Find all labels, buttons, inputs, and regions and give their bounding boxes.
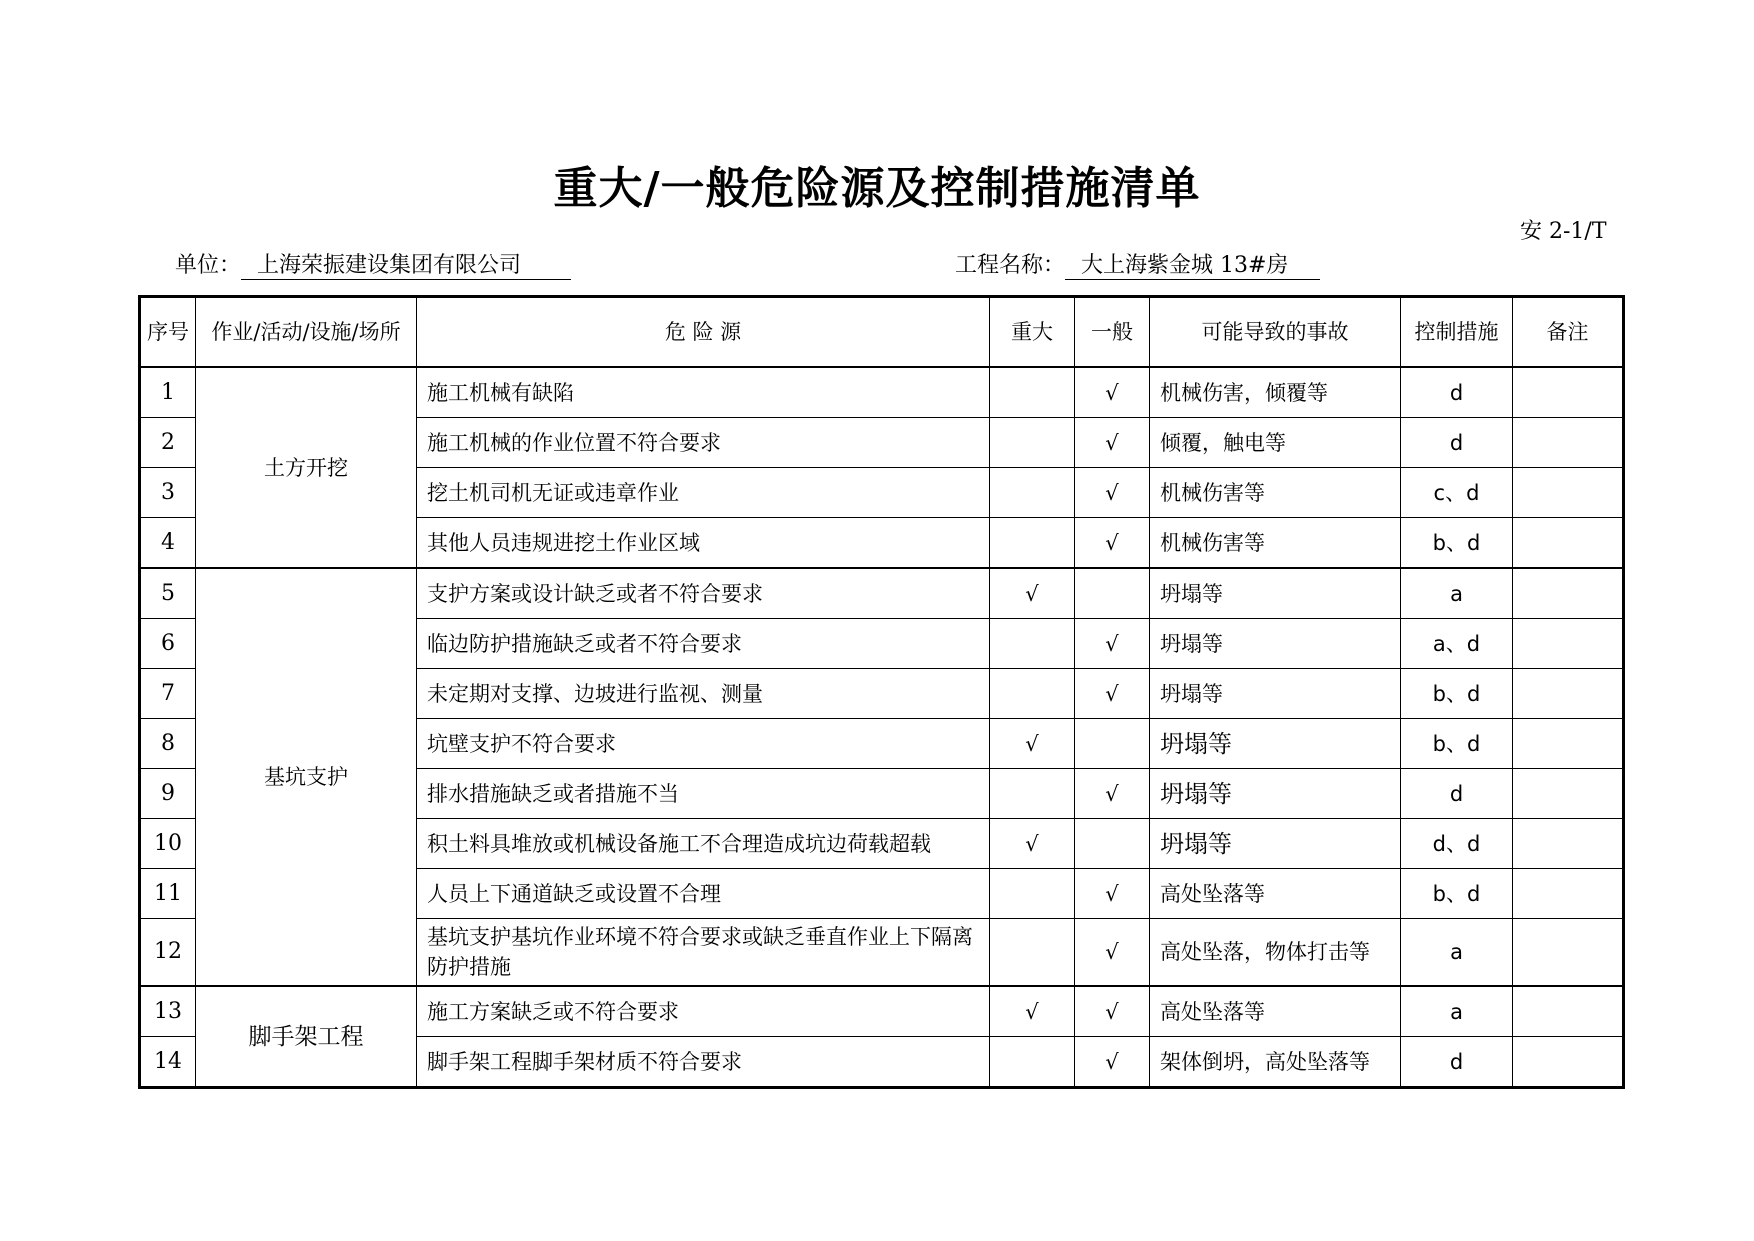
cell-general: √ xyxy=(1075,986,1150,1037)
header-accident: 可能导致的事故 xyxy=(1150,297,1401,368)
cell-general xyxy=(1075,568,1150,619)
cell-hazard: 挖土机司机无证或违章作业 xyxy=(417,468,990,518)
cell-accident: 坍塌等 xyxy=(1150,819,1401,869)
cell-seq: 2 xyxy=(140,418,196,468)
header-general: 一般 xyxy=(1075,297,1150,368)
cell-accident: 高处坠落等 xyxy=(1150,986,1401,1037)
cell-general: √ xyxy=(1075,619,1150,669)
cell-seq: 9 xyxy=(140,769,196,819)
cell-seq: 8 xyxy=(140,719,196,769)
unit-field xyxy=(175,248,571,280)
cell-control: d xyxy=(1401,367,1513,418)
header-major: 重大 xyxy=(990,297,1075,368)
cell-control: c、d xyxy=(1401,468,1513,518)
project-value: 大上海紫金城 13#房 xyxy=(1065,253,1320,280)
cell-major xyxy=(990,669,1075,719)
cell-major xyxy=(990,518,1075,569)
cell-control: b、d xyxy=(1401,869,1513,919)
document-code: 安 2-1/T xyxy=(1520,219,1607,244)
cell-accident: 高处坠落等 xyxy=(1150,869,1401,919)
header-activity: 作业/活动/设施/场所 xyxy=(196,297,417,368)
cell-general: √ xyxy=(1075,518,1150,569)
cell-seq: 11 xyxy=(140,869,196,919)
cell-control: b、d xyxy=(1401,719,1513,769)
table-row xyxy=(140,367,1624,418)
cell-control: b、d xyxy=(1401,669,1513,719)
cell-accident: 高处坠落，物体打击等 xyxy=(1150,919,1401,987)
cell-remark xyxy=(1513,367,1624,418)
cell-control: a、d xyxy=(1401,619,1513,669)
cell-major xyxy=(990,769,1075,819)
cell-seq: 7 xyxy=(140,669,196,719)
cell-major xyxy=(990,418,1075,468)
cell-remark xyxy=(1513,619,1624,669)
cell-remark xyxy=(1513,468,1624,518)
cell-control: d xyxy=(1401,769,1513,819)
project-label: 工程名称： xyxy=(955,253,1066,278)
cell-hazard: 未定期对支撑、边坡进行监视、测量 xyxy=(417,669,990,719)
cell-remark xyxy=(1513,919,1624,987)
cell-general: √ xyxy=(1075,869,1150,919)
cell-accident: 坍塌等 xyxy=(1150,769,1401,819)
table-row xyxy=(140,568,1624,619)
header-control: 控制措施 xyxy=(1401,297,1513,368)
cell-accident: 坍塌等 xyxy=(1150,568,1401,619)
cell-hazard: 施工方案缺乏或不符合要求 xyxy=(417,986,990,1037)
header-seq: 序号 xyxy=(140,297,196,368)
cell-major xyxy=(990,919,1075,987)
cell-major: √ xyxy=(990,568,1075,619)
cell-major xyxy=(990,1037,1075,1088)
cell-accident: 坍塌等 xyxy=(1150,619,1401,669)
cell-hazard: 施工机械的作业位置不符合要求 xyxy=(417,418,990,468)
cell-major xyxy=(990,619,1075,669)
cell-hazard: 施工机械有缺陷 xyxy=(417,367,990,418)
cell-accident: 机械伤害等 xyxy=(1150,468,1401,518)
cell-hazard: 排水措施缺乏或者措施不当 xyxy=(417,769,990,819)
cell-activity: 基坑支护 xyxy=(196,568,417,986)
cell-hazard: 脚手架工程脚手架材质不符合要求 xyxy=(417,1037,990,1088)
document-title: 重大/一般危险源及控制措施清单 xyxy=(553,163,1201,214)
cell-remark xyxy=(1513,518,1624,569)
cell-seq: 5 xyxy=(140,568,196,619)
cell-remark xyxy=(1513,418,1624,468)
cell-major: √ xyxy=(990,986,1075,1037)
cell-accident: 坍塌等 xyxy=(1150,669,1401,719)
header-remark: 备注 xyxy=(1513,297,1624,368)
cell-major xyxy=(990,468,1075,518)
cell-major xyxy=(990,367,1075,418)
cell-general xyxy=(1075,719,1150,769)
cell-hazard: 支护方案或设计缺乏或者不符合要求 xyxy=(417,568,990,619)
cell-remark xyxy=(1513,669,1624,719)
cell-general: √ xyxy=(1075,468,1150,518)
cell-general: √ xyxy=(1075,669,1150,719)
cell-seq: 13 xyxy=(140,986,196,1037)
cell-general xyxy=(1075,819,1150,869)
cell-major: √ xyxy=(990,819,1075,869)
cell-general: √ xyxy=(1075,919,1150,987)
cell-hazard: 坑壁支护不符合要求 xyxy=(417,719,990,769)
cell-activity: 脚手架工程 xyxy=(196,986,417,1088)
cell-hazard: 其他人员违规进挖土作业区域 xyxy=(417,518,990,569)
cell-general: √ xyxy=(1075,367,1150,418)
cell-major: √ xyxy=(990,719,1075,769)
cell-accident: 架体倒坍，高处坠落等 xyxy=(1150,1037,1401,1088)
cell-control: a xyxy=(1401,919,1513,987)
cell-control: b、d xyxy=(1401,518,1513,569)
cell-hazard: 积土料具堆放或机械设备施工不合理造成坑边荷载超载 xyxy=(417,819,990,869)
header-hazard: 危 险 源 xyxy=(417,297,990,368)
cell-remark xyxy=(1513,819,1624,869)
cell-control: a xyxy=(1401,568,1513,619)
cell-control: d xyxy=(1401,418,1513,468)
unit-label: 单位： xyxy=(175,253,242,278)
cell-accident: 机械伤害，倾覆等 xyxy=(1150,367,1401,418)
cell-seq: 12 xyxy=(140,919,196,987)
cell-remark xyxy=(1513,1037,1624,1088)
hazard-table-body xyxy=(140,367,1624,1088)
table-row xyxy=(140,986,1624,1037)
cell-general: √ xyxy=(1075,769,1150,819)
cell-control: a xyxy=(1401,986,1513,1037)
cell-remark xyxy=(1513,719,1624,769)
cell-activity: 土方开挖 xyxy=(196,367,417,568)
cell-general: √ xyxy=(1075,1037,1150,1088)
cell-seq: 6 xyxy=(140,619,196,669)
unit-value: 上海荣振建设集团有限公司 xyxy=(241,253,571,280)
cell-remark xyxy=(1513,769,1624,819)
cell-remark xyxy=(1513,568,1624,619)
cell-hazard: 基坑支护基坑作业环境不符合要求或缺乏垂直作业上下隔离防护措施 xyxy=(417,919,990,987)
cell-seq: 10 xyxy=(140,819,196,869)
cell-seq: 1 xyxy=(140,367,196,418)
cell-seq: 3 xyxy=(140,468,196,518)
cell-hazard: 人员上下通道缺乏或设置不合理 xyxy=(417,869,990,919)
cell-accident: 坍塌等 xyxy=(1150,719,1401,769)
cell-major xyxy=(990,869,1075,919)
cell-seq: 4 xyxy=(140,518,196,569)
cell-seq: 14 xyxy=(140,1037,196,1088)
cell-remark xyxy=(1513,869,1624,919)
project-field xyxy=(955,248,1320,280)
cell-accident: 倾覆，触电等 xyxy=(1150,418,1401,468)
cell-hazard: 临边防护措施缺乏或者不符合要求 xyxy=(417,619,990,669)
cell-control: d xyxy=(1401,1037,1513,1088)
header-row xyxy=(140,297,1624,368)
cell-accident: 机械伤害等 xyxy=(1150,518,1401,569)
cell-general: √ xyxy=(1075,418,1150,468)
cell-control: d、d xyxy=(1401,819,1513,869)
cell-remark xyxy=(1513,986,1624,1037)
hazard-table xyxy=(138,295,1625,1089)
